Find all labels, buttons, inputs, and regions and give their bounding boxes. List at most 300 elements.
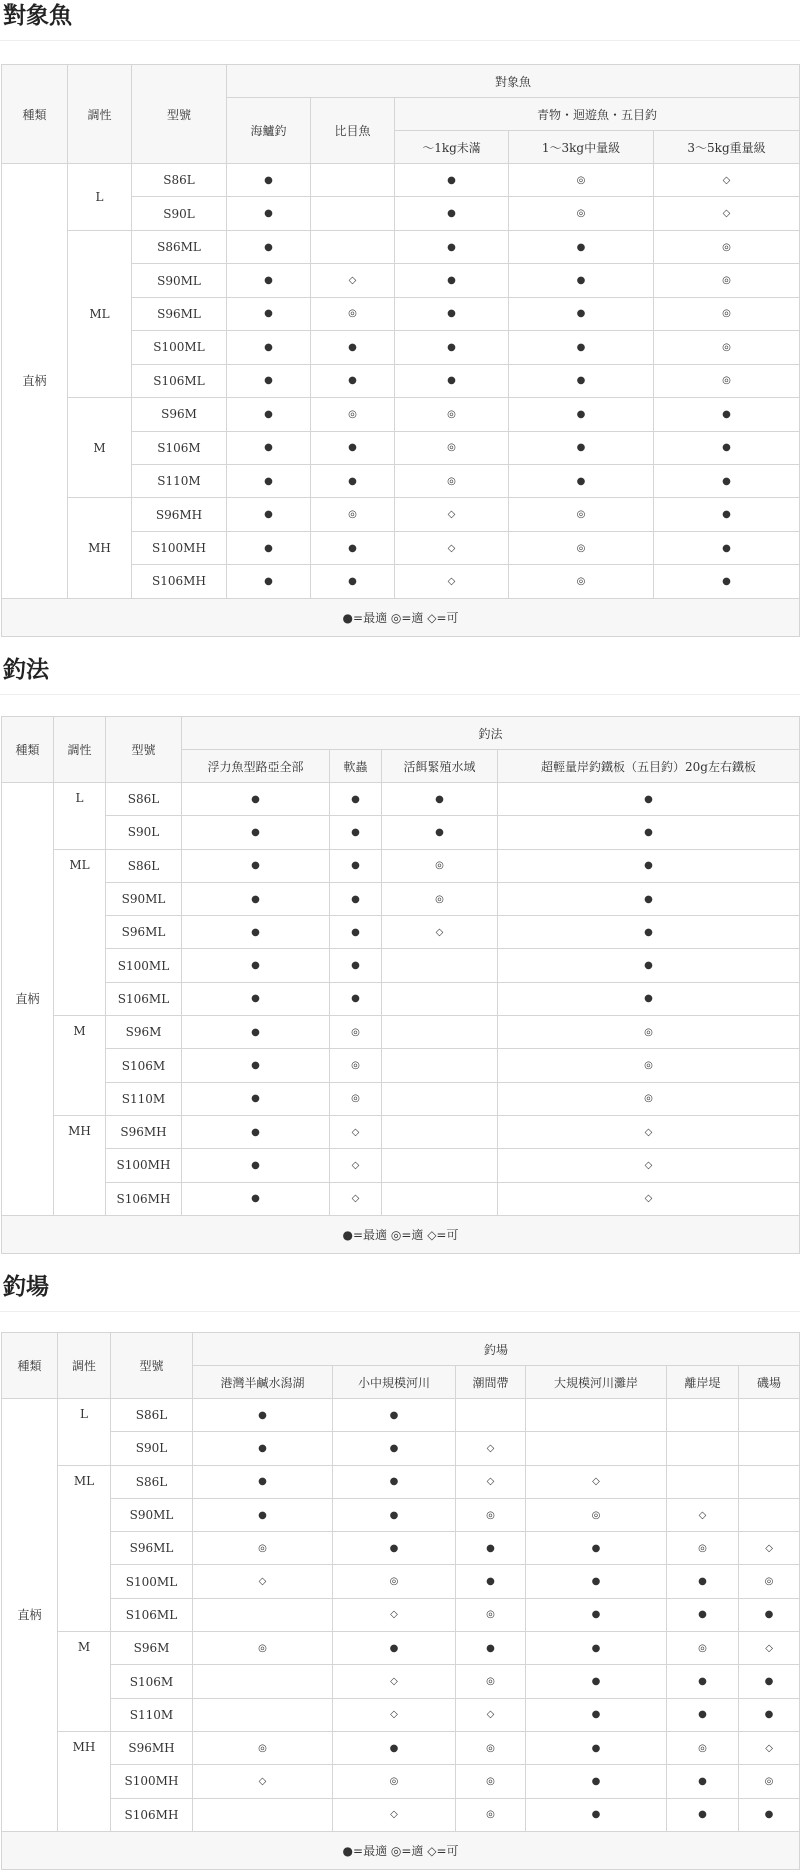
- rating-cell: ●: [227, 498, 311, 531]
- rating-cell: ◇: [498, 1149, 800, 1182]
- model-cell: S100ML: [132, 331, 227, 364]
- rating-cell: [311, 164, 395, 197]
- rating-cell: ◎: [330, 1082, 382, 1115]
- model-cell: S90ML: [106, 882, 182, 915]
- rating-cell: ●: [395, 297, 509, 330]
- rating-cell: [382, 1115, 498, 1148]
- model-cell: S96ML: [106, 916, 182, 949]
- section-title-fishing-spot: 釣場: [0, 1271, 800, 1312]
- rating-cell: ◎: [509, 531, 654, 564]
- rating-cell: ●: [739, 1598, 800, 1631]
- rating-cell: ●: [227, 230, 311, 263]
- table-row: [2, 1498, 800, 1531]
- rating-cell: ◎: [739, 1765, 800, 1798]
- rating-cell: ●: [667, 1565, 739, 1598]
- rating-cell: ◎: [498, 1016, 800, 1049]
- model-cell: S96MH: [106, 1115, 182, 1148]
- rating-cell: ◎: [333, 1765, 456, 1798]
- rating-cell: ◎: [311, 398, 395, 431]
- rating-cell: ●: [227, 464, 311, 497]
- rating-cell: ●: [227, 364, 311, 397]
- rating-cell: ●: [395, 197, 509, 230]
- table-row: [2, 1149, 800, 1182]
- rating-cell: ●: [395, 264, 509, 297]
- rating-cell: ●: [311, 531, 395, 564]
- legend-note: ●=最適 ◎=適 ◇=可: [2, 1215, 800, 1253]
- table-row: [2, 398, 800, 431]
- rating-cell: ◎: [193, 1532, 333, 1565]
- rating-cell: ●: [526, 1731, 667, 1764]
- rating-cell: ◎: [498, 1049, 800, 1082]
- rating-cell: ●: [667, 1798, 739, 1831]
- power-cell: MH: [68, 498, 132, 598]
- rating-cell: ◇: [330, 1149, 382, 1182]
- section-title-target-fish: 對象魚: [0, 0, 800, 41]
- table-row: [2, 882, 800, 915]
- model-cell: S96MH: [132, 498, 227, 531]
- power-cell: MH: [54, 1115, 106, 1215]
- model-cell: S90ML: [132, 264, 227, 297]
- rating-cell: ◎: [739, 1565, 800, 1598]
- rating-cell: ◇: [330, 1182, 382, 1215]
- header-model: 型號: [111, 1333, 193, 1399]
- rating-cell: ●: [509, 464, 654, 497]
- rating-cell: ◇: [333, 1598, 456, 1631]
- legend-note: ●=最適 ◎=適 ◇=可: [2, 598, 800, 636]
- model-cell: S96MH: [111, 1731, 193, 1764]
- table-row: [2, 1698, 800, 1731]
- header-col-3: 活餌緊殖水域: [382, 750, 498, 783]
- rating-cell: ●: [498, 816, 800, 849]
- rating-cell: ●: [526, 1765, 667, 1798]
- rating-cell: [193, 1665, 333, 1698]
- rating-cell: ◎: [509, 197, 654, 230]
- rating-cell: ●: [654, 565, 800, 598]
- legend-row: [2, 598, 800, 636]
- rating-cell: ◎: [667, 1532, 739, 1565]
- rating-cell: ●: [498, 982, 800, 1015]
- rating-cell: [456, 1399, 526, 1432]
- header-sub3: 3～5kg重量級: [654, 131, 800, 164]
- rating-cell: [526, 1399, 667, 1432]
- table-row: [2, 949, 800, 982]
- table-row: [2, 1532, 800, 1565]
- rating-cell: ◎: [333, 1565, 456, 1598]
- rating-cell: [382, 1182, 498, 1215]
- header-power: 調性: [68, 65, 132, 164]
- rating-cell: ●: [739, 1798, 800, 1831]
- target-fish-table: [1, 64, 800, 637]
- rating-cell: [382, 949, 498, 982]
- rating-cell: ◎: [382, 882, 498, 915]
- model-cell: S96M: [106, 1016, 182, 1049]
- rating-cell: ●: [311, 464, 395, 497]
- rating-cell: ●: [330, 849, 382, 882]
- legend-note: ●=最適 ◎=適 ◇=可: [2, 1831, 800, 1869]
- rating-cell: ●: [509, 297, 654, 330]
- rating-cell: ●: [395, 230, 509, 263]
- power-cell: M: [58, 1632, 111, 1732]
- model-cell: S106MH: [106, 1182, 182, 1215]
- rating-cell: ●: [456, 1632, 526, 1665]
- model-cell: S106ML: [132, 364, 227, 397]
- rating-cell: ◎: [654, 264, 800, 297]
- rating-cell: ●: [182, 1115, 330, 1148]
- model-cell: S100ML: [111, 1565, 193, 1598]
- rating-cell: [739, 1498, 800, 1531]
- legend-row: [2, 1215, 800, 1253]
- rating-cell: ●: [182, 949, 330, 982]
- rating-cell: ◇: [330, 1115, 382, 1148]
- rating-cell: ●: [193, 1399, 333, 1432]
- rating-cell: ◇: [456, 1698, 526, 1731]
- rating-cell: ◇: [395, 498, 509, 531]
- rating-cell: ◎: [526, 1498, 667, 1531]
- table-row: [2, 230, 800, 263]
- header-type: 種類: [2, 1333, 58, 1399]
- rating-cell: ●: [667, 1765, 739, 1798]
- header-col-4: 超輕量岸釣鐵板（五目釣）20g左右鐵板: [498, 750, 800, 783]
- rating-cell: ◎: [330, 1016, 382, 1049]
- type-cell: 直柄: [2, 783, 54, 1216]
- rating-cell: ●: [182, 1149, 330, 1182]
- rating-cell: ●: [182, 1049, 330, 1082]
- rating-cell: ●: [509, 364, 654, 397]
- rating-cell: ●: [330, 949, 382, 982]
- rating-cell: ●: [227, 531, 311, 564]
- rating-cell: ◇: [456, 1432, 526, 1465]
- rating-cell: ◇: [333, 1698, 456, 1731]
- rating-cell: ●: [739, 1665, 800, 1698]
- rating-cell: ◇: [193, 1565, 333, 1598]
- target-fish-body: [2, 164, 800, 637]
- rating-cell: ●: [227, 331, 311, 364]
- rating-cell: [311, 230, 395, 263]
- rating-cell: ●: [382, 816, 498, 849]
- rating-cell: ●: [333, 1731, 456, 1764]
- rating-cell: ●: [182, 1082, 330, 1115]
- rating-cell: ●: [333, 1399, 456, 1432]
- rating-cell: ●: [182, 1182, 330, 1215]
- rating-cell: ◎: [667, 1731, 739, 1764]
- rating-cell: ◎: [456, 1598, 526, 1631]
- rating-cell: ◎: [456, 1798, 526, 1831]
- model-cell: S106M: [111, 1665, 193, 1698]
- rating-cell: ●: [311, 331, 395, 364]
- header-type: 種類: [2, 717, 54, 783]
- rating-cell: ◎: [330, 1049, 382, 1082]
- rating-cell: ◎: [395, 398, 509, 431]
- rating-cell: ◇: [382, 916, 498, 949]
- rating-cell: ◇: [498, 1115, 800, 1148]
- model-cell: S106ML: [111, 1598, 193, 1631]
- model-cell: S100MH: [106, 1149, 182, 1182]
- table-row: [2, 1632, 800, 1665]
- table-row: [2, 816, 800, 849]
- rating-cell: ●: [667, 1698, 739, 1731]
- rating-cell: [193, 1798, 333, 1831]
- rating-cell: ●: [509, 264, 654, 297]
- technique-body: [2, 783, 800, 1254]
- header-model: 型號: [132, 65, 227, 164]
- rating-cell: ●: [330, 916, 382, 949]
- rating-cell: [193, 1598, 333, 1631]
- model-cell: S96ML: [132, 297, 227, 330]
- rating-cell: ◎: [311, 297, 395, 330]
- rating-cell: ●: [509, 398, 654, 431]
- rating-cell: ◎: [395, 464, 509, 497]
- table-row: [2, 164, 800, 197]
- rating-cell: ●: [330, 816, 382, 849]
- header-group: 釣法: [182, 717, 800, 750]
- rating-cell: [382, 1049, 498, 1082]
- rating-cell: ●: [395, 164, 509, 197]
- rating-cell: [193, 1698, 333, 1731]
- header-group: 對象魚: [227, 65, 800, 98]
- model-cell: S90L: [106, 816, 182, 849]
- model-cell: S90L: [132, 197, 227, 230]
- model-cell: S110M: [106, 1082, 182, 1115]
- rating-cell: ◇: [498, 1182, 800, 1215]
- model-cell: S86L: [111, 1399, 193, 1432]
- rating-cell: ◇: [333, 1798, 456, 1831]
- rating-cell: ◎: [456, 1731, 526, 1764]
- rating-cell: ●: [498, 783, 800, 816]
- rating-cell: ●: [182, 1016, 330, 1049]
- rating-cell: ●: [739, 1698, 800, 1731]
- rating-cell: ●: [509, 431, 654, 464]
- table-row: [2, 1765, 800, 1798]
- rating-cell: ◇: [739, 1532, 800, 1565]
- model-cell: S106MH: [111, 1798, 193, 1831]
- rating-cell: ●: [182, 849, 330, 882]
- rating-cell: ●: [498, 849, 800, 882]
- model-cell: S106ML: [106, 982, 182, 1015]
- rating-cell: ●: [654, 531, 800, 564]
- rating-cell: ◇: [739, 1632, 800, 1665]
- header-sub1: ～1kg未滿: [395, 131, 509, 164]
- rating-cell: ●: [330, 982, 382, 1015]
- type-cell: 直柄: [2, 164, 68, 599]
- model-cell: S110M: [111, 1698, 193, 1731]
- rating-cell: ●: [526, 1665, 667, 1698]
- table-row: [2, 498, 800, 531]
- header-flatfish: 比目魚: [311, 98, 395, 164]
- legend-row: [2, 1831, 800, 1869]
- rating-cell: ◇: [654, 164, 800, 197]
- header-col-1: 港灣半鹹水潟湖: [193, 1366, 333, 1399]
- rating-cell: ●: [333, 1632, 456, 1665]
- rating-cell: ◇: [739, 1731, 800, 1764]
- header-group: 釣場: [193, 1333, 800, 1366]
- power-cell: ML: [54, 849, 106, 1015]
- power-cell: ML: [68, 230, 132, 397]
- power-cell: L: [58, 1399, 111, 1466]
- model-cell: S100MH: [111, 1765, 193, 1798]
- model-cell: S106M: [132, 431, 227, 464]
- power-cell: L: [54, 783, 106, 850]
- table-row: [2, 783, 800, 816]
- rating-cell: ●: [526, 1698, 667, 1731]
- rating-cell: ●: [193, 1465, 333, 1498]
- rating-cell: ●: [456, 1565, 526, 1598]
- header-col-2: 軟蟲: [330, 750, 382, 783]
- rating-cell: ●: [456, 1532, 526, 1565]
- rating-cell: ◇: [193, 1765, 333, 1798]
- rating-cell: ◎: [193, 1632, 333, 1665]
- model-cell: S96M: [132, 398, 227, 431]
- type-cell: 直柄: [2, 1399, 58, 1832]
- table-row: [2, 1598, 800, 1631]
- table-row: [2, 982, 800, 1015]
- rating-cell: [311, 197, 395, 230]
- header-subgroup: 青物・迴遊魚・五目釣: [395, 98, 800, 131]
- model-cell: S86L: [111, 1465, 193, 1498]
- rating-cell: ●: [667, 1665, 739, 1698]
- table-row: [2, 1182, 800, 1215]
- rating-cell: ●: [395, 364, 509, 397]
- rating-cell: ◎: [654, 230, 800, 263]
- rating-cell: [382, 982, 498, 1015]
- rating-cell: ◎: [654, 297, 800, 330]
- rating-cell: ◎: [193, 1731, 333, 1764]
- header-power: 調性: [58, 1333, 111, 1399]
- table-row: [2, 1115, 800, 1148]
- rating-cell: ●: [395, 331, 509, 364]
- model-cell: S86L: [106, 849, 182, 882]
- header-seabass: 海鱸釣: [227, 98, 311, 164]
- table-row: [2, 1465, 800, 1498]
- rating-cell: ●: [498, 882, 800, 915]
- rating-cell: ●: [330, 783, 382, 816]
- rating-cell: ◇: [395, 531, 509, 564]
- table-row: [2, 1798, 800, 1831]
- rating-cell: ◎: [456, 1665, 526, 1698]
- rating-cell: ●: [526, 1532, 667, 1565]
- table-row: [2, 1565, 800, 1598]
- rating-cell: ◎: [667, 1632, 739, 1665]
- header-col-2: 小中規模河川: [333, 1366, 456, 1399]
- table-row: [2, 849, 800, 882]
- rating-cell: ◇: [456, 1465, 526, 1498]
- rating-cell: ●: [311, 565, 395, 598]
- fishing-spot-table: [1, 1332, 800, 1870]
- rating-cell: ◎: [395, 431, 509, 464]
- rating-cell: ●: [333, 1465, 456, 1498]
- rating-cell: ◎: [509, 164, 654, 197]
- table-row: [2, 1731, 800, 1764]
- rating-cell: ◇: [667, 1498, 739, 1531]
- table-row: [2, 1432, 800, 1465]
- rating-cell: ●: [193, 1498, 333, 1531]
- fishing-spot-body: [2, 1399, 800, 1870]
- rating-cell: ◇: [311, 264, 395, 297]
- section-title-technique: 釣法: [0, 654, 800, 695]
- header-col-4: 大規模河川灘岸: [526, 1366, 667, 1399]
- rating-cell: ●: [227, 264, 311, 297]
- rating-cell: ●: [526, 1565, 667, 1598]
- rating-cell: ◎: [498, 1082, 800, 1115]
- table-row: [2, 916, 800, 949]
- rating-cell: ●: [330, 882, 382, 915]
- rating-cell: ◎: [456, 1498, 526, 1531]
- header-col-3: 潮間帶: [456, 1366, 526, 1399]
- power-cell: M: [68, 398, 132, 498]
- rating-cell: ●: [193, 1432, 333, 1465]
- model-cell: S106MH: [132, 565, 227, 598]
- rating-cell: [667, 1465, 739, 1498]
- table-row: [2, 1049, 800, 1082]
- header-model: 型號: [106, 717, 182, 783]
- model-cell: S86ML: [132, 230, 227, 263]
- rating-cell: ●: [526, 1598, 667, 1631]
- rating-cell: ◎: [509, 498, 654, 531]
- header-power: 調性: [54, 717, 106, 783]
- rating-cell: [382, 1149, 498, 1182]
- model-cell: S90ML: [111, 1498, 193, 1531]
- rating-cell: ●: [311, 364, 395, 397]
- rating-cell: ●: [227, 431, 311, 464]
- rating-cell: ●: [333, 1532, 456, 1565]
- header-col-6: 磯場: [739, 1366, 800, 1399]
- table-row: [2, 1016, 800, 1049]
- table-row: [2, 1399, 800, 1432]
- rating-cell: ●: [526, 1798, 667, 1831]
- rating-cell: ●: [667, 1598, 739, 1631]
- table-row: [2, 1082, 800, 1115]
- rating-cell: ●: [182, 816, 330, 849]
- model-cell: S90L: [111, 1432, 193, 1465]
- rating-cell: ◎: [382, 849, 498, 882]
- model-cell: S86L: [132, 164, 227, 197]
- power-cell: ML: [58, 1465, 111, 1631]
- model-cell: S100ML: [106, 949, 182, 982]
- header-col-5: 離岸堤: [667, 1366, 739, 1399]
- rating-cell: ●: [227, 398, 311, 431]
- header-sub2: 1～3kg中量級: [509, 131, 654, 164]
- rating-cell: ●: [182, 916, 330, 949]
- rating-cell: ●: [654, 431, 800, 464]
- technique-table: [1, 716, 800, 1254]
- model-cell: S106M: [106, 1049, 182, 1082]
- rating-cell: ●: [182, 882, 330, 915]
- rating-cell: ●: [509, 230, 654, 263]
- rating-cell: ◎: [456, 1765, 526, 1798]
- model-cell: S86L: [106, 783, 182, 816]
- header-col-1: 浮力魚型路亞全部: [182, 750, 330, 783]
- rating-cell: ◎: [311, 498, 395, 531]
- rating-cell: ●: [498, 916, 800, 949]
- model-cell: S100MH: [132, 531, 227, 564]
- rating-cell: ◎: [654, 331, 800, 364]
- rating-cell: ●: [333, 1498, 456, 1531]
- rating-cell: [667, 1432, 739, 1465]
- rating-cell: ◇: [395, 565, 509, 598]
- table-row: [2, 1665, 800, 1698]
- rating-cell: ◇: [333, 1665, 456, 1698]
- header-type: 種類: [2, 65, 68, 164]
- rating-cell: [667, 1399, 739, 1432]
- rating-cell: ●: [227, 297, 311, 330]
- power-cell: L: [68, 164, 132, 231]
- model-cell: S96ML: [111, 1532, 193, 1565]
- rating-cell: ●: [498, 949, 800, 982]
- rating-cell: [739, 1399, 800, 1432]
- rating-cell: ◎: [654, 364, 800, 397]
- rating-cell: ◇: [654, 197, 800, 230]
- model-cell: S96M: [111, 1632, 193, 1665]
- rating-cell: ●: [227, 565, 311, 598]
